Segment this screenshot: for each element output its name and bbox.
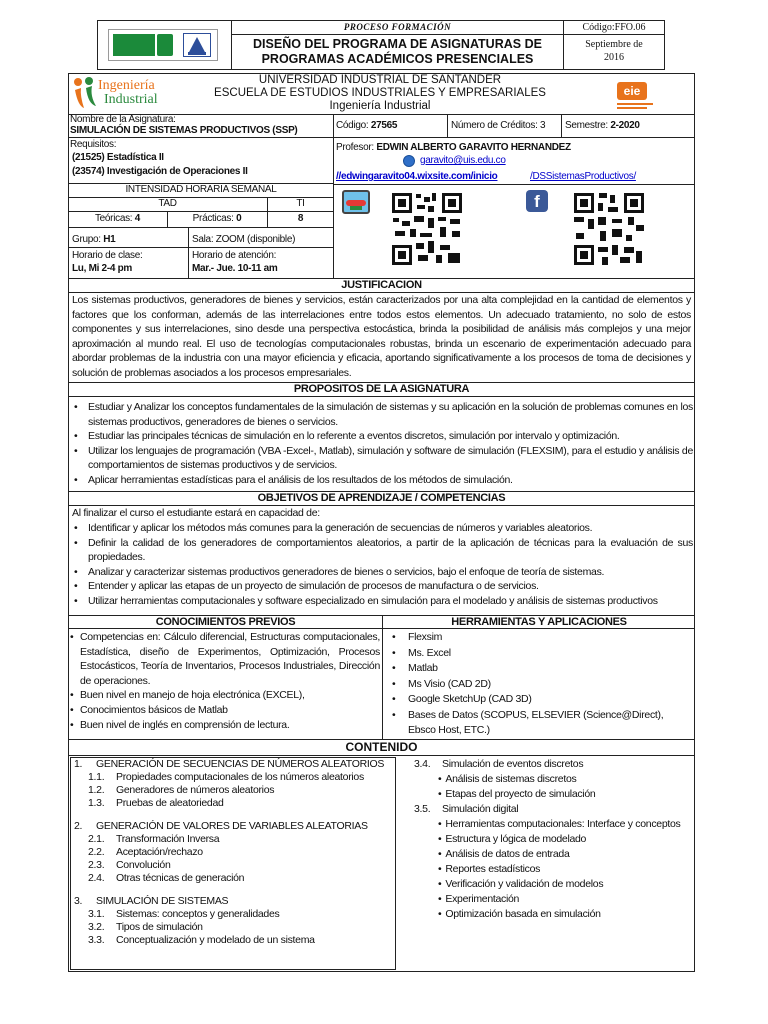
semester-label: Semestre: [565, 120, 608, 131]
logo-text-line1: Ingeniería [98, 78, 155, 93]
ti-label: TI [296, 198, 305, 209]
objectives-title: OBJETIVOS DE APRENDIZAJE / COMPETENCIAS [257, 492, 506, 504]
content-item-number: 2.3. [88, 859, 105, 871]
justification-text: Los sistemas productivos, generadores de bienes y servicios, están caracterizados por una alta complejidad en la cantidad de elementos y factores que los conforman, además de las interrelaciones entre todos estos elementos. Un adecuado tratamiento, no solo de estos componentes y sus interrelaciones, sino desde una perspectiva estocástica, brinda la posibilidad de análisis más complejos y una mejor aproximación al mundo real. El uso de tecnologías computacionales robustas, brinda un escenario de experimentación adecuado para abordar problemas de la industria con una mayor eficiencia y eficacia, aportando significativamente a los procesos de toma de decisiones y solución de problemas asociados a los procesos empresariales. [72, 294, 691, 379]
content-item-text: Transformación Inversa [116, 833, 220, 845]
course-name-label: Nombre de la Asignatura: [70, 114, 176, 125]
header-title-cell [232, 21, 564, 69]
content-item [438, 818, 680, 831]
content-item [414, 758, 583, 771]
content-item-number: 1.1. [88, 771, 105, 783]
document-title-line2: PROGRAMAS ACADÉMICOS PRESENCIALES [261, 52, 534, 66]
content-item [88, 859, 171, 872]
content-item-text: Experimentación [445, 893, 520, 905]
prior-knowledge-list [66, 630, 380, 732]
bullet-icon: • [438, 848, 442, 860]
uis-logo [108, 29, 218, 61]
ti-value: 8 [297, 213, 304, 224]
bullet-icon: • [438, 878, 442, 890]
attention-label: Horario de atención: [192, 250, 277, 261]
prior-knowledge-item: • Competencias en: Cálculo diferencial, Estructuras computacionales, Estadística, diseño de Experimentos, Optimización, Procesos Estocásticos, Teoría de Inventarios, Procesos Industriales, Dirección de operaciones. [66, 630, 380, 688]
content-item [438, 833, 586, 846]
content-item-text: Simulación digital [442, 803, 519, 815]
content-item-text: Análisis de sistemas discretos [445, 773, 577, 785]
content-item-text: GENERACIÓN DE VALORES DE VARIABLES ALEATORIAS [96, 820, 368, 832]
practice-value: 0 [236, 213, 242, 224]
ingenieria-industrial-logo [72, 76, 172, 112]
content-item [88, 784, 274, 797]
prior-knowledge-title: CONOCIMIENTOS PREVIOS [155, 616, 296, 628]
content-item-text: Análisis de datos de entrada [445, 848, 570, 860]
theory-label: Teóricas: [94, 213, 133, 224]
content-item-text: Simulación de eventos discretos [442, 758, 584, 770]
content-item [414, 803, 518, 816]
credits-label: Número de Créditos: [451, 120, 538, 131]
prior-knowledge-item: • Buen nivel de inglés en comprensión de lectura. [66, 718, 380, 733]
content-left-list [70, 757, 396, 970]
facebook-icon[interactable]: f [526, 190, 548, 212]
prior-knowledge-item: • Conocimientos básicos de Matlab [66, 703, 380, 718]
content-item-text: Conceptualización y modelado de un sistema [116, 934, 315, 946]
objective-item: • Identificar y aplicar los métodos más comunes para la generación de secuencias de números y variables aleatorios. [70, 521, 693, 536]
content-item-text: GENERACIÓN DE SECUENCIAS DE NÚMEROS ALEATORIOS [96, 758, 385, 770]
content-item [74, 895, 228, 908]
eie-logo [617, 82, 657, 110]
content-item-number: 3.5. [414, 803, 431, 815]
purposes-list [70, 400, 693, 488]
content-item-number: 2. [74, 820, 83, 832]
intensity-label: INTENSIDAD HORARIA SEMANAL [125, 184, 277, 195]
content-title: CONTENIDO [345, 740, 418, 754]
tools-list [388, 630, 693, 739]
practice-label: Prácticas: [192, 213, 234, 224]
tool-item: • Bases de Datos (SCOPUS, ELSEVIER (Science@Direct), Ebsco Host, ETC.) [388, 708, 693, 739]
content-item [88, 934, 315, 947]
group [72, 234, 115, 246]
bullet-icon: • [438, 833, 442, 845]
content-item-text: SIMULACIÓN DE SISTEMAS [96, 895, 229, 907]
prior-knowledge-item: • Buen nivel en manejo de hoja electrónica (EXCEL), [66, 688, 380, 703]
requirements-label: Requisitos: [70, 139, 117, 150]
email-link[interactable]: garavito@uis.edu.co [420, 155, 506, 166]
document-title-line1: DISEÑO DEL PROGRAMA DE ASIGNATURAS DE [253, 37, 542, 51]
content-item [88, 908, 279, 921]
content-item-text: Propiedades computacionales de los números aleatorios [116, 771, 364, 783]
purposes-title: PROPOSITOS DE LA ASIGNATURA [293, 383, 470, 395]
purpose-item: • Aplicar herramientas estadísticas para el análisis de los resultados de los métodos de simulación. [70, 473, 693, 488]
logo-text-line2: Industrial [104, 92, 158, 107]
school-name: ESCUELA DE ESTUDIOS INDUSTRIALES Y EMPRESARIALES [214, 87, 546, 99]
purpose-item: • Estudiar y Analizar los conceptos fundamentales de la simulación de sistemas y su aplicación en la solución de problemas comunes en los sistemas productivos, generadores de bienes o servicios. [70, 400, 693, 429]
program-name: Ingeniería Industrial [329, 100, 431, 112]
professor [336, 142, 571, 154]
content-item-number: 2.2. [88, 846, 105, 858]
content-item-text: Convolución [116, 859, 171, 871]
room: Sala: ZOOM (disponible) [192, 234, 296, 245]
purpose-item: • Estudiar las principales técnicas de simulación en lo referente a eventos discretos, simulación por intervalo y optimización. [70, 429, 693, 444]
content-item [88, 771, 364, 784]
content-item-number: 1.2. [88, 784, 105, 796]
schedule-value: Lu, Mi 2-4 pm [72, 263, 132, 274]
content-item [438, 848, 570, 861]
document-code: Código:FFO.06 [564, 21, 664, 35]
objective-item: • Analizar y caracterizar sistemas productivos generadores de bienes o servicios, bajo el enfoque de teoría de sistemas. [70, 565, 693, 580]
content-item-text: Herramientas computacionales: Interface y conceptos [445, 818, 681, 830]
schedule-label: Horario de clase: [72, 250, 143, 261]
content-item [88, 846, 203, 859]
header-code-cell [564, 21, 664, 69]
bullet-icon: • [438, 818, 442, 830]
content-item [438, 908, 601, 921]
objectives-list [70, 521, 693, 609]
website-icon [342, 190, 370, 214]
tool-item: • Google SketchUp (CAD 3D) [388, 692, 693, 708]
tool-item: • Ms. Excel [388, 646, 693, 662]
bullet-icon: • [438, 863, 442, 875]
justification-title: JUSTIFICACION [341, 279, 422, 291]
bullet-icon: • [438, 893, 442, 905]
professor-label: Profesor: [336, 142, 374, 153]
objectives-intro: Al finalizar el curso el estudiante estará en capacidad de: [72, 507, 320, 519]
content-item-number: 2.4. [88, 872, 105, 884]
content-item [88, 833, 219, 846]
semester-value: 2-2020 [610, 120, 640, 131]
qr-code-icon [572, 191, 646, 267]
content-item [438, 863, 540, 876]
bullet-icon: • [438, 773, 442, 785]
requirement-1: (21525) Estadística II [72, 152, 164, 163]
theory-hours [68, 213, 167, 225]
content-right-list [396, 757, 694, 970]
content-item-number: 3.1. [88, 908, 105, 920]
group-value: H1 [103, 234, 116, 245]
eie-logo-text: eie [617, 82, 647, 100]
tool-item: • Ms Visio (CAD 2D) [388, 677, 693, 693]
tool-item: • Matlab [388, 661, 693, 677]
content-item-text: Etapas del proyecto de simulación [445, 788, 596, 800]
qr-code-icon [390, 191, 464, 267]
tool-item: • Flexsim [388, 630, 693, 646]
content-item-number: 3.2. [88, 921, 105, 933]
process-label: PROCESO FORMACIÓN [232, 21, 563, 35]
university-name: UNIVERSIDAD INDUSTRIAL DE SANTANDER [258, 74, 502, 86]
content-item-text: Estructura y lógica de modelado [445, 833, 587, 845]
content-item-text: Verificación y validación de modelos [445, 878, 604, 890]
objective-item: • Entender y aplicar las etapas de un proyecto de simulación de procesos de manufactura o de servicios. [70, 579, 693, 594]
content-item-text: Reportes estadísticos [445, 863, 541, 875]
bullet-icon: • [438, 908, 442, 920]
content-item [88, 921, 203, 934]
theory-value: 4 [134, 213, 141, 224]
content-item-text: Tipos de simulación [116, 921, 203, 933]
requirement-2: (23574) Investigación de Operaciones II [72, 166, 248, 177]
course-semester [565, 120, 640, 132]
content-item-number: 2.1. [88, 833, 105, 845]
group-label: Grupo: [72, 234, 101, 245]
document-date: Septiembre de 2016 [585, 39, 643, 63]
content-item [438, 773, 576, 786]
tad-label: TAD [158, 198, 177, 209]
content-item-number: 3.4. [414, 758, 431, 770]
professor-name: EDWIN ALBERTO GARAVITO HERNANDEZ [376, 142, 571, 153]
content-item [88, 872, 244, 885]
content-item-text: Pruebas de aleatoriedad [116, 797, 224, 809]
content-item [88, 797, 224, 810]
content-item-number: 1.3. [88, 797, 105, 809]
content-item [74, 758, 384, 771]
content-item-number: 1. [74, 758, 83, 770]
attention-value: Mar.- Jue. 10-11 am [192, 263, 278, 274]
header-box [97, 20, 665, 70]
content-item [74, 820, 368, 833]
content-item-text: Otras técnicas de generación [116, 872, 245, 884]
content-item-text: Generadores de números aleatorios [116, 784, 275, 796]
header-logo-cell [98, 21, 232, 69]
content-item-number: 3.3. [88, 934, 105, 946]
course-code-value: 27565 [370, 120, 398, 131]
content-item-number: 3. [74, 895, 83, 907]
objective-item: • Utilizar herramientas computacionales y software especializado en simulación para el modelado y análisis de sistemas productivos [70, 594, 693, 609]
content-item-text: Aceptación/rechazo [116, 846, 203, 858]
email-icon [403, 155, 415, 167]
course-code [336, 120, 397, 132]
content-item [438, 878, 603, 891]
content-item [438, 893, 519, 906]
practice-hours [167, 213, 267, 225]
course-name: SIMULACIÓN DE SISTEMAS PRODUCTIVOS (SSP) [70, 125, 298, 136]
content-item [438, 788, 595, 801]
content-item-text: Optimización basada en simulación [445, 908, 601, 920]
objective-item: • Definir la calidad de los generadores de comportamientos aleatorios, a partir de la aplicación de técnicas para la evaluación de sus propiedades. [70, 536, 693, 565]
tools-title: HERRAMIENTAS Y APLICACIONES [451, 616, 627, 628]
facebook-link[interactable]: /DSSistemasProductivos/ [530, 171, 636, 182]
bullet-icon: • [438, 788, 442, 800]
course-code-label: Código: [336, 120, 369, 131]
content-item-text: Sistemas: conceptos y generalidades [116, 908, 280, 920]
credits-value: 3 [540, 120, 546, 131]
purpose-item: • Utilizar los lenguajes de programación (VBA -Excel-, Matlab), simulación y software de simulación (FLEXSIM), para el estudio y análisis de comportamientos de sistemas productivos y de servicios. [70, 444, 693, 473]
accreditation-logo [183, 33, 211, 57]
website-link[interactable]: //edwingaravito04.wixsite.com/inicio [336, 171, 498, 182]
course-credits [451, 120, 545, 132]
